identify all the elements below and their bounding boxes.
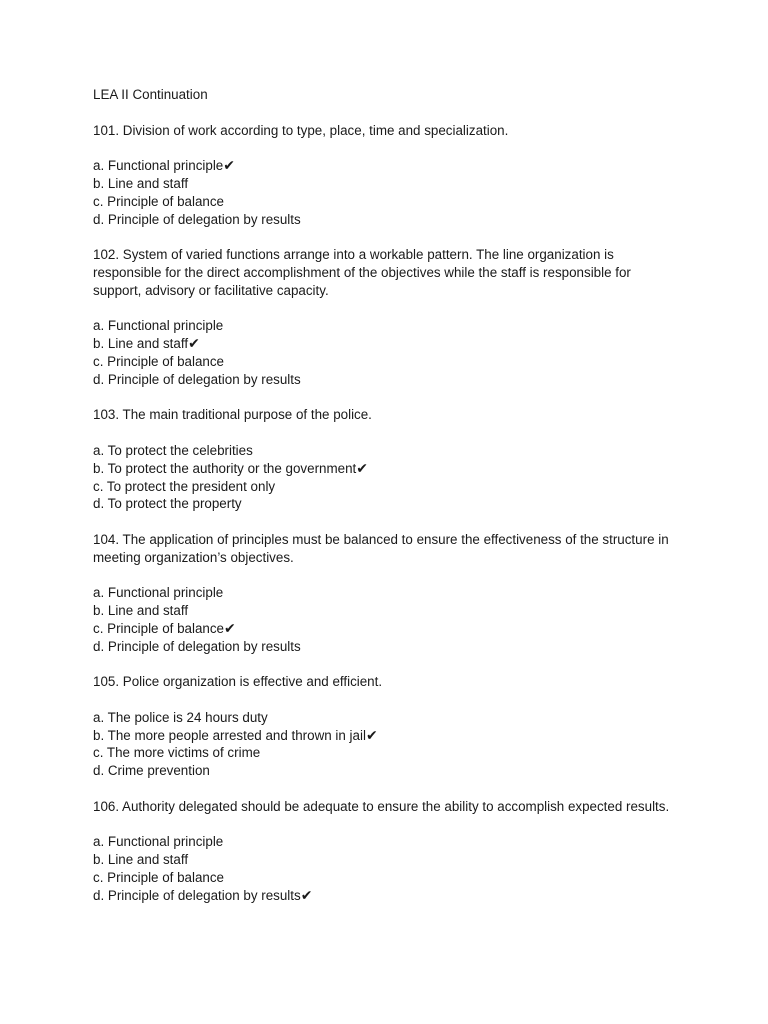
choice-label: d. Crime prevention [93, 763, 210, 779]
choice-item [93, 762, 673, 780]
choice-item [93, 709, 673, 727]
choice-label: d. Principle of delegation by results [93, 887, 301, 903]
choice-item [93, 851, 673, 869]
question-104 [93, 531, 673, 656]
choice-label: d. Principle of delegation by results [93, 638, 301, 654]
check-mark-icon: ✔ [223, 157, 235, 174]
choice-item [93, 638, 673, 656]
choice-item [93, 887, 673, 905]
check-mark-icon: ✔ [188, 335, 200, 352]
choice-list [93, 833, 673, 904]
choice-item [93, 442, 673, 460]
choice-list [93, 442, 673, 513]
choice-item [93, 157, 673, 175]
choice-label: b. Line and staff [93, 603, 189, 619]
choice-list [93, 584, 673, 655]
question-105 [93, 673, 673, 780]
question-103 [93, 406, 673, 513]
question-text: 104. The application of principles must be balanced to ensure the effectiveness of the structure in meeting organization’s objectives. [93, 531, 669, 565]
choice-label: c. Principle of balance [93, 193, 225, 209]
choice-label: d. Principle of delegation by results [93, 371, 301, 387]
choice-item [93, 460, 673, 478]
choice-item [93, 317, 673, 335]
question-text: 101. Division of work according to type, place, time and specialization. [93, 122, 509, 138]
choice-item [93, 175, 673, 193]
choice-item [93, 869, 673, 887]
choice-label: c. The more victims of crime [93, 745, 261, 761]
choice-label: a. Functional principle [93, 585, 224, 601]
choice-item [93, 371, 673, 389]
choice-item [93, 620, 673, 638]
document-page [93, 86, 673, 922]
choice-label: a. Functional principle [93, 834, 224, 850]
choice-label: d. To protect the property [93, 496, 242, 512]
choice-item [93, 193, 673, 211]
choice-label: b. Line and staff [93, 175, 189, 191]
choice-label: a. The police is 24 hours duty [93, 709, 268, 725]
choice-label: a. Functional principle [93, 318, 224, 334]
choice-list [93, 157, 673, 228]
choice-item [93, 495, 673, 513]
question-106 [93, 798, 673, 905]
question-text: 102. System of varied functions arrange into a workable pattern. The line organization is responsible for the direct accomplishment of the objectives while the staff is responsible for support, advisory or facilitative capacity. [93, 247, 631, 298]
choice-label: c. To protect the president only [93, 478, 276, 494]
choice-item [93, 584, 673, 602]
choice-label: a. To protect the celebrities [93, 442, 253, 458]
choice-label: b. Line and staff [93, 852, 189, 868]
choice-label: b. Line and staff [93, 336, 189, 352]
question-text: 105. Police organization is effective and efficient. [93, 674, 383, 690]
choice-item [93, 211, 673, 229]
choice-item [93, 744, 673, 762]
choice-item [93, 602, 673, 620]
choice-label: d. Principle of delegation by results [93, 211, 301, 227]
choice-item [93, 335, 673, 353]
document-title: LEA II Continuation [93, 87, 208, 102]
choice-label: c. Principle of balance [93, 620, 225, 636]
choice-label: a. Functional principle [93, 158, 224, 174]
choice-list [93, 709, 673, 780]
check-mark-icon: ✔ [300, 886, 313, 903]
choice-item [93, 727, 673, 745]
choice-list [93, 317, 673, 388]
choice-item [93, 833, 673, 851]
choice-label: c. Principle of balance [93, 870, 225, 886]
choice-item [93, 478, 673, 496]
question-text: 106. Authority delegated should be adequate to ensure the ability to accomplish expected results. [93, 798, 670, 814]
choice-label: b. The more people arrested and thrown in jail [93, 727, 366, 743]
check-mark-icon: ✔ [365, 726, 378, 743]
check-mark-icon: ✔ [356, 459, 368, 476]
question-text: 103. The main traditional purpose of the police. [93, 407, 372, 423]
choice-item [93, 353, 673, 371]
choice-label: c. Principle of balance [93, 353, 225, 369]
question-102 [93, 246, 673, 388]
check-mark-icon: ✔ [224, 619, 236, 636]
choice-label: b. To protect the authority or the government [93, 460, 357, 476]
question-101 [93, 122, 673, 229]
